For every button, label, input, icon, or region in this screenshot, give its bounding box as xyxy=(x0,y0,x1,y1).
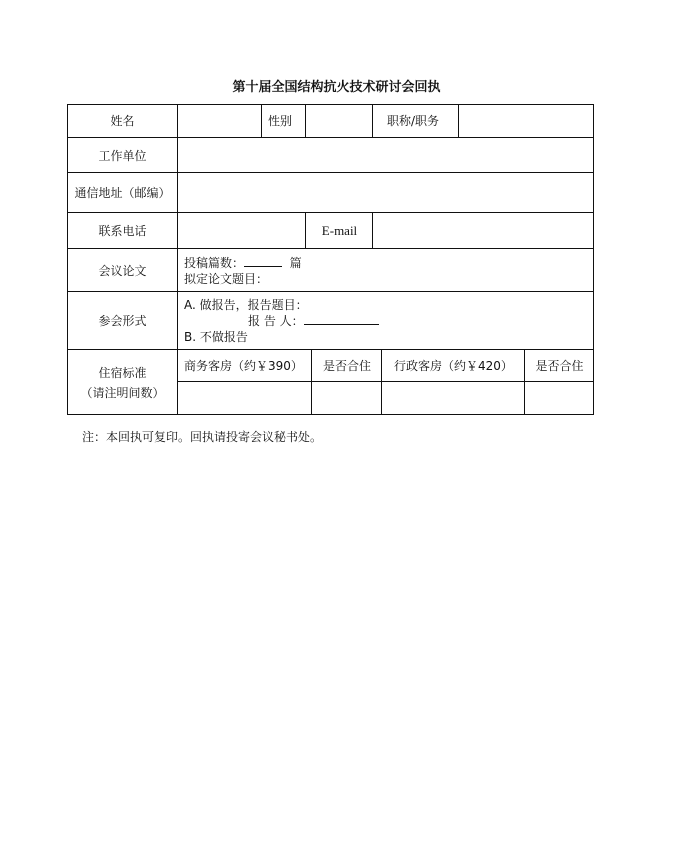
paper-cell xyxy=(178,249,594,292)
name-field[interactable] xyxy=(178,104,261,138)
paper-count-unit: 篇 xyxy=(289,255,302,270)
business-share-header: 是否合住 xyxy=(322,359,371,373)
reporter-line xyxy=(184,313,379,329)
business-share-field[interactable] xyxy=(312,382,382,415)
option-b-line xyxy=(184,329,248,345)
paper-count-blank[interactable] xyxy=(244,255,282,267)
email-field[interactable] xyxy=(373,213,594,249)
workplace-field[interactable] xyxy=(178,138,594,173)
phone-label: 联系电话 xyxy=(98,224,147,238)
option-a-label: A. 做报告，报告题目： xyxy=(184,298,308,312)
footnote: 注：本回执可复印。回执请投寄会议秘书处。 xyxy=(82,430,323,444)
address-label: 通信地址（邮编） xyxy=(74,186,171,200)
attendance-label: 参会形式 xyxy=(98,314,147,328)
position-field[interactable] xyxy=(459,104,594,138)
reporter-label: 报 告 人： xyxy=(248,314,304,328)
executive-share-field[interactable] xyxy=(525,382,594,415)
paper-title-label: 拟定论文题目： xyxy=(184,271,269,286)
name-label: 姓名 xyxy=(110,114,135,128)
paper-count-line xyxy=(184,255,302,271)
paper-label: 会议论文 xyxy=(98,263,147,278)
executive-rooms-field[interactable] xyxy=(382,382,525,415)
paper-count-prefix: 投稿篇数： xyxy=(184,255,245,270)
lodging-label-line2: （请注明间数） xyxy=(80,385,165,400)
form-title: 第十届全国结构抗火技术研讨会回执 xyxy=(232,80,441,95)
option-b-label: B. 不做报告 xyxy=(184,330,248,344)
option-a-line xyxy=(184,297,308,313)
email-label: E-mail xyxy=(321,223,358,238)
gender-field[interactable] xyxy=(306,104,372,138)
workplace-label: 工作单位 xyxy=(98,148,147,163)
paper-title-line xyxy=(184,271,268,287)
reporter-blank[interactable] xyxy=(304,313,379,325)
business-rooms-field[interactable] xyxy=(178,382,312,415)
phone-field[interactable] xyxy=(178,213,305,249)
attendance-cell xyxy=(178,292,594,350)
reply-form-table xyxy=(67,104,594,415)
gender-label: 性别 xyxy=(268,114,293,128)
business-room-header: 商务客房（约￥390） xyxy=(184,359,303,373)
lodging-label-line1: 住宿标准 xyxy=(98,365,147,380)
executive-room-header: 行政客房（约￥420） xyxy=(394,359,513,373)
position-label: 职称/职务 xyxy=(387,114,440,128)
address-field[interactable] xyxy=(178,173,594,213)
executive-share-header: 是否合住 xyxy=(535,359,584,373)
lodging-label xyxy=(67,350,178,415)
